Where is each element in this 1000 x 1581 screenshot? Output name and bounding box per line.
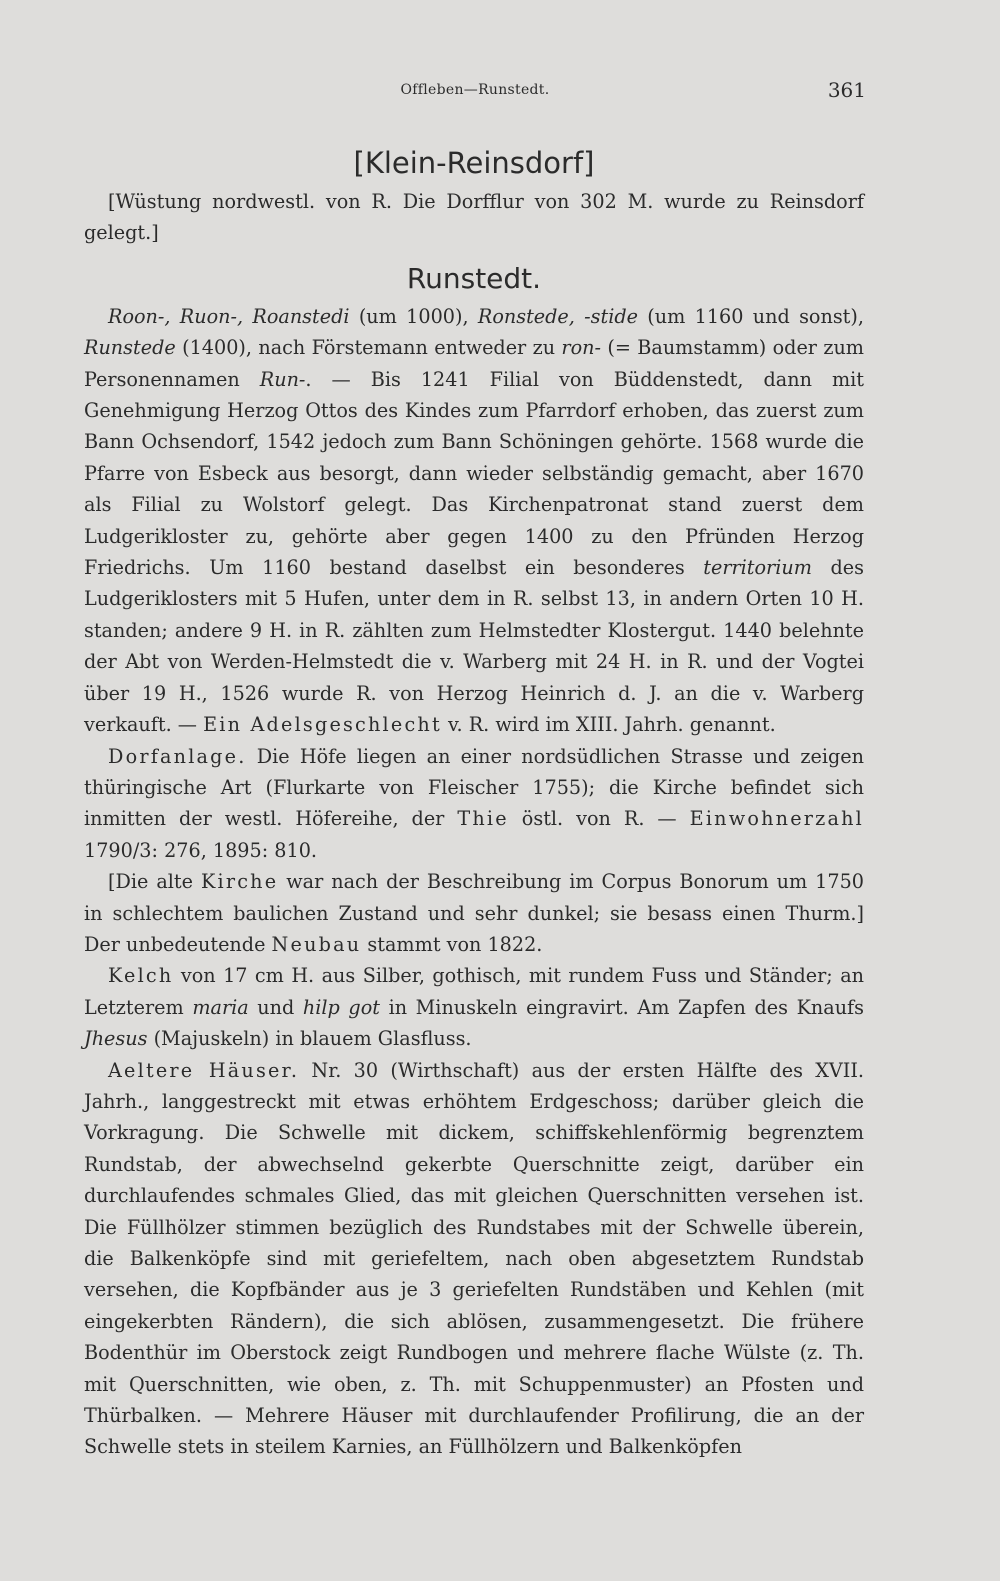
text-run: (um 1000), — [349, 304, 478, 328]
spaced-term: Einwohnerzahl — [689, 807, 864, 831]
text-run: Die Höfe liegen an einer nordsüdlichen Strasse und zeigen thüringische Art (Flurkarte von Fleischer 1755); die Kirche befindet sich inmitten der westl. Höfereihe, der — [84, 744, 864, 831]
text-run: war nach der Beschreibung im Corpus Bonorum um 1750 in schlechtem baulichen Zustand und sehr dunkel; sie besass einen Thurm.] Der unbedeutende — [84, 870, 864, 956]
italic-name: ron- — [561, 336, 601, 360]
text-run: (Majuskeln) in blauem Glasfluss. — [147, 1027, 472, 1051]
text-run: und — [248, 995, 303, 1019]
spaced-term: Ein Adelsgeschlecht — [203, 713, 442, 737]
italic-name: Roon-, Ruon-, Roanstedi — [108, 304, 350, 328]
text-run: östl. von R. — — [508, 807, 690, 831]
text-run: (1400), nach Förstemann entweder zu — [175, 336, 562, 360]
page-content — [84, 140, 864, 1463]
text-run: [Die alte — [108, 870, 201, 894]
section-heading-runstedt: Runstedt. — [406, 261, 542, 295]
text-run: von 17 cm H. aus Silber, gothisch, mit rundem Fuss und Ständer; an Letzterem — [84, 964, 864, 1019]
text-run: des Ludgeriklosters mit 5 Hufen, unter dem in R. selbst 13, in andern Orten 10 H. standen; andere 9 H. in R. zählten zum Helmstedter Klostergut. 1440 belehnte der Abt von Werden-Helmstedt die v. Warberg mit 24 H. in R. und der Vogtei über 19 H., 1526 wurde R. von Herzog Heinrich d. J. an die v. Warberg verkauft. — — [84, 556, 864, 737]
running-head — [84, 78, 866, 104]
italic-term: territorium — [703, 556, 812, 580]
text-run: in Minuskeln eingravirt. Am Zapfen des Knaufs — [379, 995, 865, 1019]
paragraph-kirche — [84, 866, 864, 960]
text-run: (= Baumstamm) oder zum Personennamen — [84, 336, 864, 391]
paragraph-kelch — [84, 960, 864, 1054]
italic-name: Run- — [259, 367, 306, 391]
paragraph-history — [84, 301, 864, 741]
italic-inscription: hilp got — [302, 995, 380, 1019]
italic-inscription: maria — [192, 995, 249, 1019]
italic-inscription: Jhesus — [84, 1027, 148, 1051]
spaced-term: Kirche — [200, 870, 279, 894]
paragraph-dorfanlage — [84, 741, 864, 867]
text-run: Nr. 30 (Wirthschaft) aus der ersten Hälfte des XVII. Jahrh., langgestreckt mit etwas erhöhtem Erdgeschoss; darüber gleich die Vorkragung. Die Schwelle mit dickem, schiffskehlenförmig begrenztem Rundstab, der abwechselnd gekerbte Querschnitte zeigt, darüber ein durchlaufendes schmales Glied, das mit gleichen Querschnitten versehen ist. Die Füllhölzer stimmen bezüglich des Rundstabes mit der Schwelle überein, die Balkenköpfe sind mit geriefeltem, nach oben abgesetztem Rundstab versehen, die Kopfbänder aus je 3 geriefelten Rundstäben und Kehlen (mit eingekerbten Rändern), die sich ablösen, zusammengesetzt. Die frühere Bodenthür im Oberstock zeigt Rundbogen und mehrere flache Wülste (z. Th. mit Querschnitten, wie oben, z. Th. mit Schuppenmuster) an Pfosten und Thürbalken. — Mehrere Häuser mit durchlaufender Profilirung, die an der Schwelle stets in steilem Karnies, an Füllhölzern und Balkenköpfen — [84, 1058, 864, 1459]
spaced-term: Neubau — [271, 932, 362, 956]
running-title: Offleben—Runstedt. — [400, 82, 550, 98]
italic-name: Ronstede, -stide — [477, 304, 638, 328]
spaced-term: Kelch — [108, 964, 174, 988]
paragraph-aeltere-haeuser — [84, 1055, 864, 1463]
spaced-term: Dorfanlage. — [108, 744, 247, 768]
italic-name: Runstede — [84, 336, 176, 360]
text-run: . — Bis 1241 Filial von Büddenstedt, dann mit Genehmigung Herzog Ottos des Kindes zum Pfarrdorf erhoben, das zuerst zum Bann Ochsendorf, 1542 jedoch zum Bann Schöningen gehörte. 1568 wurde die Pfarre von Esbeck aus besorgt, dann wieder selbständig gemacht, aber 1670 als Filial zu Wolstorf gelegt. Das Kirchenpatronat stand zuerst dem Ludgerikloster zu, gehörte aber gegen 1400 zu den Pfründen Herzog Friedrichs. Um 1160 bestand daselbst ein besonderes — [84, 367, 864, 580]
spaced-term: Thie — [457, 807, 509, 831]
text-run: (um 1160 und sonst), — [638, 304, 864, 328]
text-run: 1790/3: 276, 1895: 810. — [84, 838, 318, 862]
text-run: v. R. wird im XIII. Jahrh. genannt. — [441, 713, 776, 737]
paragraph-klein-reinsdorf: [Wüstung nordwestl. von R. Die Dorfflur von 302 M. wurde zu Reinsdorf gelegt.] — [84, 190, 864, 245]
text-run: stammt von 1822. — [361, 932, 543, 956]
page-number: 361 — [827, 78, 866, 102]
spaced-term: Aeltere Häuser. — [108, 1058, 300, 1082]
section-heading-klein-reinsdorf: [Klein-Reinsdorf] — [353, 146, 595, 180]
